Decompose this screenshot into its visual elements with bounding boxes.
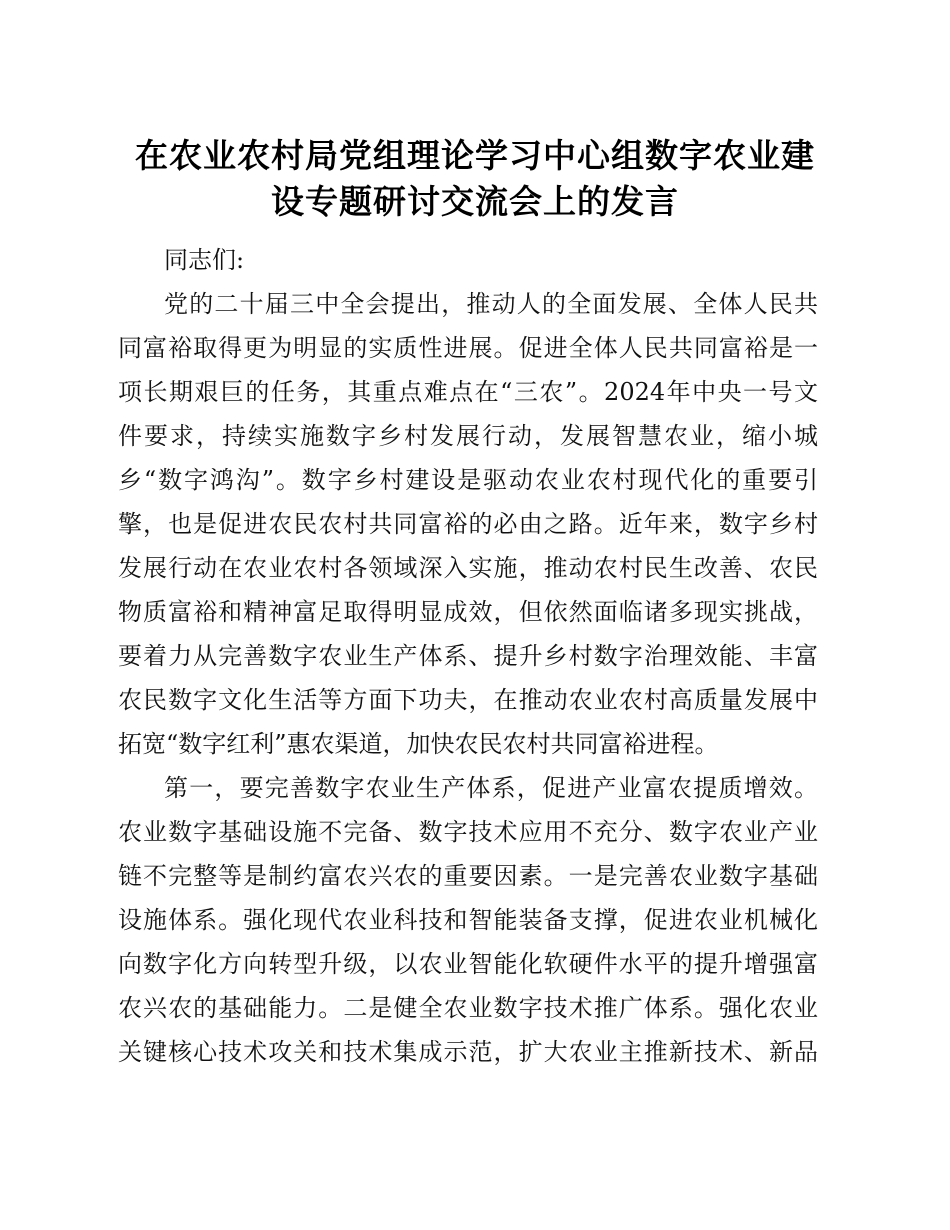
paragraph-1-line: 农民数字文化生活等方面下功夫，在推动农业农村高质量发展中 xyxy=(118,686,818,714)
document-title-line-1: 在农业农村局党组理论学习中心组数字农业建 xyxy=(135,136,815,175)
paragraph-2-line: 向数字化方向转型升级，以农业智能化软硬件水平的提升增强富 xyxy=(118,950,818,978)
paragraph-1-line: 项长期艰巨的任务，其重点难点在“三农”。2024年中央一号文 xyxy=(118,378,818,406)
paragraph-2-line: 链不完整等是制约富农兴农的重要因素。一是完善农业数字基础 xyxy=(118,862,818,890)
paragraph-1-line: 擎，也是促进农民农村共同富裕的必由之路。近年来，数字乡村 xyxy=(118,510,818,538)
paragraph-1-line: 乡“数字鸿沟”。数字乡村建设是驱动农业农村现代化的重要引 xyxy=(118,466,818,494)
paragraph-1-line: 件要求，持续实施数字乡村发展行动，发展智慧农业，缩小城 xyxy=(118,422,818,450)
paragraph-2-line: 第一，要完善数字农业生产体系，促进产业富农提质增效。 xyxy=(164,774,818,802)
paragraph-1-line: 物质富裕和精神富足取得明显成效，但依然面临诸多现实挑战， xyxy=(118,598,818,626)
paragraph-2-line: 关键核心技术攻关和技术集成示范，扩大农业主推新技术、新品 xyxy=(118,1038,818,1066)
paragraph-2-line: 农兴农的基础能力。二是健全农业数字技术推广体系。强化农业 xyxy=(118,994,818,1022)
paragraph-1-line: 拓宽“数字红利”惠农渠道，加快农民农村共同富裕进程。 xyxy=(118,730,719,758)
paragraph-2-line: 设施体系。强化现代农业科技和智能装备支撑，促进农业机械化 xyxy=(118,906,818,934)
paragraph-2-line: 农业数字基础设施不完备、数字技术应用不充分、数字农业产业 xyxy=(118,818,818,846)
paragraph-1-line: 党的二十届三中全会提出，推动人的全面发展、全体人民共 xyxy=(164,290,818,318)
salutation: 同志们: xyxy=(164,246,245,274)
paragraph-1-line: 同富裕取得更为明显的实质性进展。促进全体人民共同富裕是一 xyxy=(118,334,818,362)
document-title-line-2: 设专题研讨交流会上的发言 xyxy=(271,182,679,221)
paragraph-1-line: 要着力从完善数字农业生产体系、提升乡村数字治理效能、丰富 xyxy=(118,642,818,670)
paragraph-1-line: 发展行动在农业农村各领域深入实施，推动农村民生改善、农民 xyxy=(118,554,818,582)
